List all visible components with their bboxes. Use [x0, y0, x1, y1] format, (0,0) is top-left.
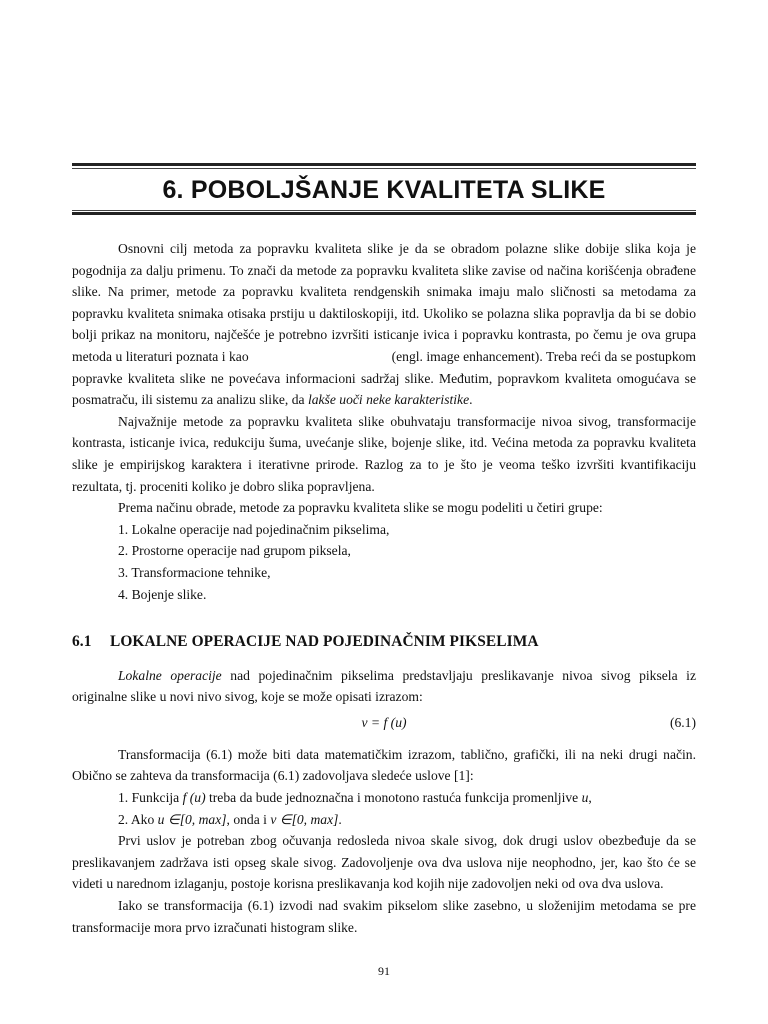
list-item: 1. Lokalne operacije nad pojedinačnim pikselima, — [118, 521, 390, 537]
chapter-title: 6. POBOLJŠANJE KVALITETA SLIKE — [162, 176, 606, 204]
intro-paragraph-1: Osnovni cilj metoda za popravku kvaliteta slike je da se obradom polazne slike dobije slika koja je pogodnija za dalju primenu. To znači da metode za popravku kvaliteta slike zavise od načina korišćenja obrađene slike. Na primer, metode za popravku kvaliteta rendgenskih snimaka imaju malo sličnosti sa metodama za popravku kvaliteta snimaka otisaka prstiju u daktiloskopiji, itd. Ukoliko se polazna slika popravlja da bi se dobio bolji prikaz na monitoru, najčešće je potrebno izvršiti isticanje ivica i popravku kontrasta, po čemu je ova grupa metoda u literaturi poznata i kao (engl. image enhancement). Treba reći da se postupkom popravke kvaliteta slike ne povećava informacioni sadržaj slike. Međutim, popravkom kvaliteta omogućava se posmatraču, ili sistemu za analizu slike, da lakše uoči neke karakteristike. — [72, 241, 696, 408]
section-number: 6.1 — [72, 633, 92, 651]
section-title: LOKALNE OPERACIJE NAD POJEDINAČNIM PIKSELIMA — [110, 633, 539, 651]
page-number: 91 — [378, 964, 390, 978]
equation-formula: v = f (u) — [361, 714, 407, 730]
condition-2: 2. Ako u ∈[0, max], onda i v ∈[0, max]. — [118, 811, 342, 827]
condition-1: 1. Funkcija f (u) treba da bude jednoznačna i monotono rastuća funkcija promenljive u, — [118, 790, 592, 806]
section-paragraph-1: Lokalne operacije nad pojedinačnim pikselima predstavljaju preslikavanje nivoa sivog piksela iz originalne slike u novi nivo sivog, koje se može opisati izrazom: — [72, 667, 696, 705]
list-item: 3. Transformacione tehnike, — [118, 564, 271, 580]
equation — [72, 708, 696, 738]
document-page — [72, 0, 696, 1024]
intro-paragraph-2: Najvažnije metode za popravku kvaliteta slike obuhvataju transformacije nivoa sivog, transformacije kontrasta, isticanje ivica, redukciju šuma, uvećanje slike, bojenje slike, itd. Većina metoda za popravku kvaliteta slike je empirijskog karaktera i iterativne prirode. Razlog za to je što je veoma teško izvršiti kvantifikaciju rezultata, tj. proceniti koliko je dobro slika popravljena. — [72, 413, 696, 494]
title-rule-top-thin — [72, 168, 696, 169]
section-paragraph-2: Transformacija (6.1) može biti data matematičkim izrazom, tablično, grafički, ili na neki drugi način. Obično se zahteva da transformacija (6.1) zadovoljava sledeće uslove [1]: — [72, 746, 696, 784]
list-item: 2. Prostorne operacije nad grupom piksela, — [118, 543, 351, 559]
list-item: 4. Bojenje slike. — [118, 586, 207, 602]
title-rule-top — [72, 163, 696, 166]
section-heading — [72, 631, 696, 653]
section-paragraph-3: Prvi uslov je potreban zbog očuvanja redosleda nivoa skale sivog, dok drugi uslov obezbeđuje da se preslikavanjem zadržava isti opseg skale sivog. Zadovoljenje ova dva uslova nije neophodno, jer, kao što će se videti u narednom izlaganju, postoje korisna preslikavanja kod kojih nije zadovoljen neki od ova dva uslova. — [72, 833, 696, 892]
title-rule-bottom — [72, 212, 696, 215]
intro-paragraph-3: Prema načinu obrade, metode za popravku kvaliteta slike se mogu podeliti u četiri grupe: — [118, 500, 603, 516]
emphasis: lakše uoči neke karakteristike — [307, 392, 470, 408]
body-text — [72, 238, 696, 938]
equation-number: (6.1) — [669, 714, 696, 730]
section-paragraph-4: Iako se transformacija (6.1) izvodi nad svakim pikselom slike zasebno, u složenijim metodama se pre transformacije mora prvo izračunati histogram slike. — [72, 898, 696, 935]
title-rule-bottom-thin — [72, 210, 696, 211]
